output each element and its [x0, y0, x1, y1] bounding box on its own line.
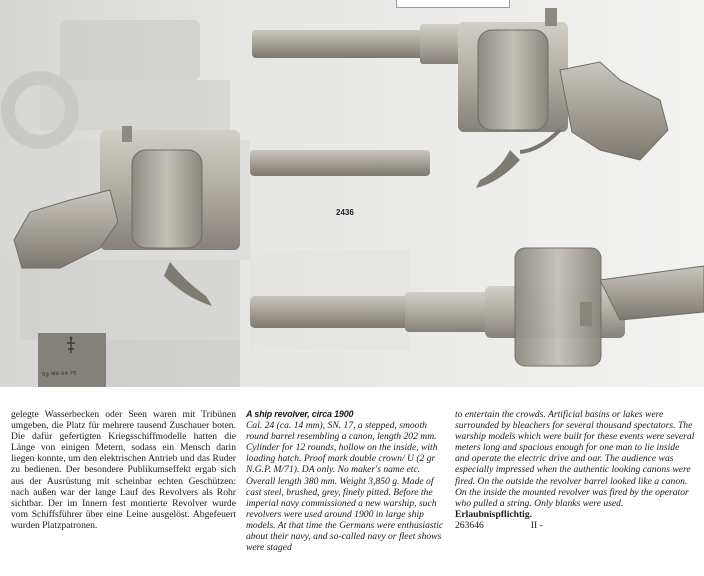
german-description [11, 409, 236, 531]
english-paragraph-2: to entertain the crowds. Artificial basins or lakes were surrounded by bleachers for several thousand spectators. The warship models which were built for these events were several meters long and spacious enough for one man to lie inside and operate the electric drive and oar. The audience was especially impressed when the authentic looking canons were fired. On the outside the revolver barrel looked like a canon. On the inside the mounted revolver was fired by the operator who pulled a string. Only blanks were used. [455, 409, 695, 509]
lot-number: 2436 [336, 208, 354, 217]
maker-mark-text: Sg·M6·64·70 [41, 370, 77, 378]
english-paragraph-1: Cal. 24 (ca. 14 mm), SN. 17, a stepped, smooth round barrel resembling a canon, length 202 mm. Cylinder for 12 rounds, hollow on the inside, with loading hatch. Proof mark double crown/ U (2 gr N.G.P. M/71). DA only. No maker's name etc. Overall length 380 mm. Weight 3,850 g. Made of cast steel, brushed, grey, finely pitted. Before the imperial navy commissioned a new warship, such revolvers were used around 1900 in large ship models. At that time the Germans were enthusiastic about their navy, and so-called navy or fleet shows were staged [246, 420, 444, 554]
header-box [396, 0, 510, 8]
lot-footer [455, 520, 695, 531]
english-description-column-2 [455, 409, 695, 531]
english-description-column-1 [246, 409, 445, 553]
proof-mark-inset [38, 333, 106, 387]
proof-mark-photo [38, 333, 106, 387]
permit-notice: Erlaubnispflichtig. [455, 508, 533, 520]
condition-grade: II - [530, 519, 543, 531]
lot-title: A ship revolver, circa 1900 [246, 409, 354, 419]
lot-id: 263646 [455, 519, 484, 531]
german-paragraph: gelegte Wasserbecken oder Seen waren mit Tribünen umgeben, die Platz für mehrere tausend Zuschauer boten. Die dafür gefertigten Kriegsschiffmodelle hatten die Länge von einigen Metern, sodass ein Mensch darin liegen konnte, um den elektrischen Antrieb und das Ruder zu bedienen. Der besondere Publikumseffekt ergab sich aus der Ausrüstung mit scheinbar echten Geschützen: nach außen war der lange Lauf des Revolvers als Rohr sichtbar. Der im Innern fest montierte Revolver wurde vom Schiffsführer über eine Leine ausgelöst. Abgefeuert wurden Platzpatronen. [11, 409, 236, 531]
